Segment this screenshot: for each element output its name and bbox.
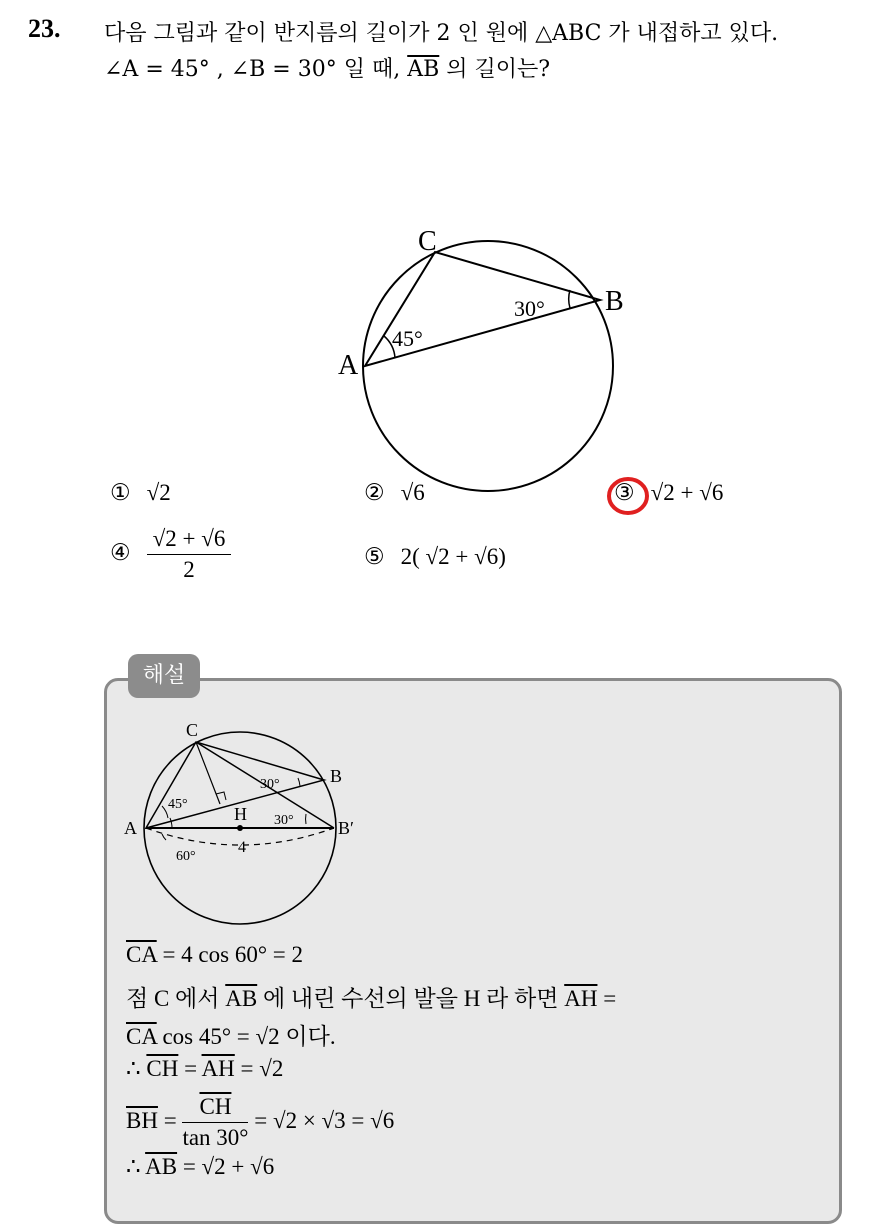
svg-text:C: C <box>186 720 199 740</box>
svg-text:4: 4 <box>238 839 246 856</box>
solution-figure <box>110 712 370 932</box>
solution-line-4: ∴ $\overline{CH} = \overline{AH} = √2$ <box>126 1056 284 1081</box>
svg-text:H: H <box>234 804 247 824</box>
solution-tag: 해설 <box>128 654 200 698</box>
label-b: B <box>605 286 624 317</box>
choice-4[interactable]: ④ $\frac{√2 + √6}{2}$ <box>110 526 231 583</box>
svg-text:45°: 45° <box>168 797 188 812</box>
question-line-1: 다음 그림과 같이 반지름의 길이가 2 인 원에 △ABC 가 내접하고 있다. <box>104 21 779 46</box>
svg-text:B: B <box>330 766 343 786</box>
svg-text:B′: B′ <box>338 818 354 838</box>
angle-arc-b <box>569 290 570 308</box>
answer-circle-mark <box>604 474 654 518</box>
solution-line-5: $\overline{BH}$ = $\frac{\overline{CH}}{\tan 30^\circ}$ = √2 × √3 = √6 <box>126 1094 395 1150</box>
svg-text:60°: 60° <box>176 849 196 864</box>
angle-label-b: 30° <box>514 296 545 321</box>
label-c: C <box>418 226 437 257</box>
angle-label-a: 45° <box>392 326 423 351</box>
solution-line-3: $\overline{CA}$ cos 45° = √2 이다. <box>126 1024 336 1049</box>
svg-text:30°: 30° <box>274 813 294 828</box>
choice-2[interactable]: ② √6 <box>364 480 425 505</box>
question-line-2: ∠A = 45° , ∠B = 30° 일 때, $\overline{AB}$ 의 길이는? <box>104 57 551 82</box>
circumcircle <box>363 241 613 491</box>
svg-text:A: A <box>124 818 137 838</box>
solution-line-6: ∴ $\overline{AB} = √2 + √6$ <box>126 1154 275 1179</box>
solution-line-1: $\overline{CA} = 4$ cos 60° = 2 <box>126 942 303 967</box>
question-figure <box>0 100 884 520</box>
choice-5[interactable]: ⑤ 2( √2 + √6) <box>364 544 506 569</box>
label-a: A <box>338 350 359 381</box>
svg-text:30°: 30° <box>260 777 280 792</box>
question-number: 23. <box>28 14 61 43</box>
choice-3[interactable]: ③ √2 + √6 <box>614 480 724 505</box>
choice-1[interactable]: ① √2 <box>110 480 171 505</box>
solution-line-2: 점 C 에서 $\overline{AB}$ 에 내린 수선의 발을 H 라 하면 $\overline{AH}$ = <box>126 986 617 1011</box>
